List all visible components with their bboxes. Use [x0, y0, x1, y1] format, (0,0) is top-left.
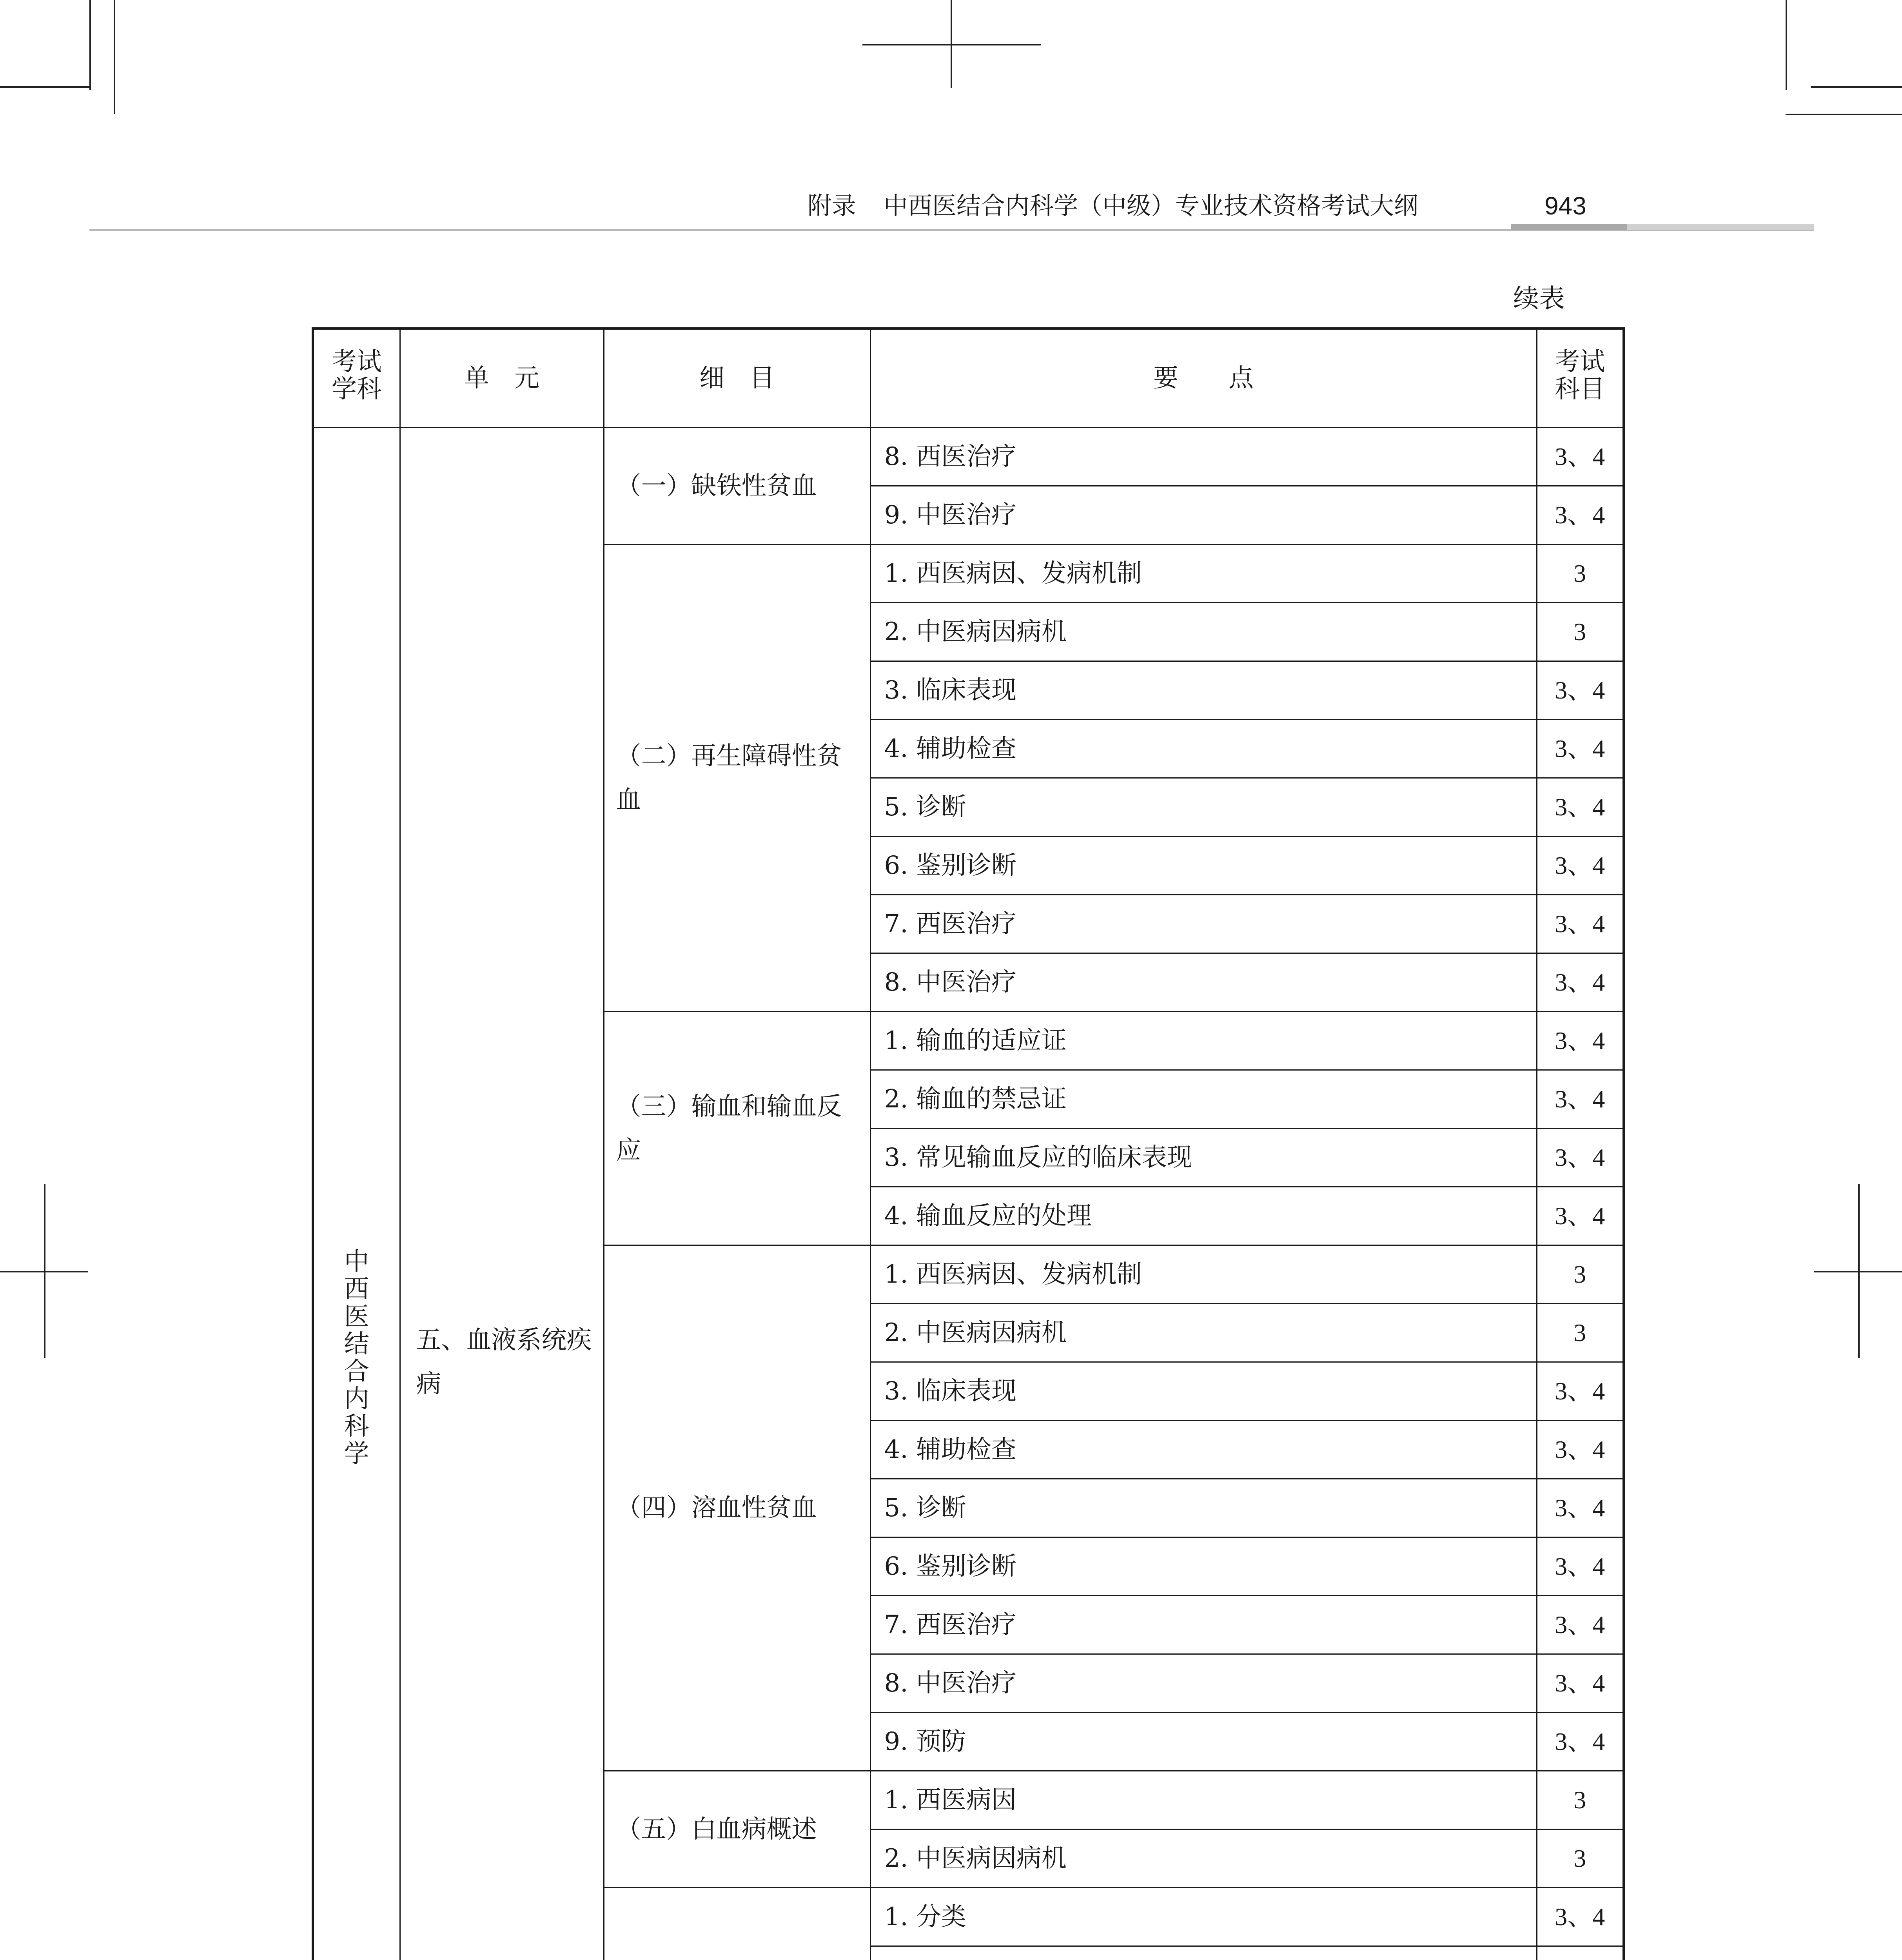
- col-header-exam-subject: 考试科目: [1537, 328, 1624, 428]
- item-cell: [604, 1888, 870, 1960]
- exam-subject-cell: 3、4: [1537, 1012, 1624, 1070]
- unit-cell: 五、血液系统疾病: [400, 428, 604, 1960]
- exam-subject-cell: 3: [1537, 1829, 1624, 1888]
- point-cell: 3. 临床表现: [870, 661, 1537, 720]
- exam-subject-cell: 3: [1537, 603, 1624, 661]
- exam-subject-cell: 3、4: [1537, 1654, 1624, 1713]
- point-cell: 2. 中医病因病机: [870, 1304, 1537, 1362]
- exam-subject-cell: 3、4: [1537, 1596, 1624, 1654]
- exam-subject-cell: [1537, 1946, 1624, 1960]
- exam-subject-cell: 3、4: [1537, 1888, 1624, 1946]
- point-cell: 1. 输血的适应证: [870, 1012, 1537, 1070]
- point-cell: 8. 西医治疗: [870, 428, 1537, 486]
- crop-mark: [1786, 0, 1787, 90]
- exam-subject-cell: 3、4: [1537, 1187, 1624, 1245]
- running-header: [808, 184, 1418, 227]
- table-row: [313, 428, 1624, 486]
- subject-cell: [313, 428, 400, 1960]
- point-cell: 6. 鉴别诊断: [870, 837, 1537, 895]
- point-cell: 2. 中医病因病机: [870, 1829, 1537, 1888]
- point-cell: 1. 西医病因: [870, 1771, 1537, 1829]
- col-header-unit: 单 元: [400, 328, 604, 428]
- exam-subject-cell: 3、4: [1537, 428, 1624, 486]
- point-cell: 2. 输血的禁忌证: [870, 1070, 1537, 1129]
- point-cell: 5. 诊断: [870, 1479, 1537, 1537]
- exam-subject-cell: 3、4: [1537, 1713, 1624, 1771]
- exam-subject-cell: 3、4: [1537, 661, 1624, 720]
- col-header-item: 细 目: [604, 328, 870, 428]
- exam-subject-cell: 3: [1537, 1245, 1624, 1304]
- point-cell: 3. 常见输血反应的临床表现: [870, 1129, 1537, 1187]
- crop-mark: [0, 86, 90, 88]
- crop-mark: [1858, 1184, 1860, 1358]
- exam-subject-cell: 3、4: [1537, 1070, 1624, 1129]
- crop-mark: [1811, 86, 1902, 88]
- item-cell: （三）输血和输血反应: [604, 1012, 870, 1245]
- exam-subject-cell: 3: [1537, 544, 1624, 603]
- col-header-point: 要 点: [870, 328, 1537, 428]
- point-cell: 4. 输血反应的处理: [870, 1187, 1537, 1245]
- exam-subject-cell: 3、4: [1537, 953, 1624, 1012]
- table-body: [313, 428, 1624, 1960]
- page-number: 943: [1544, 192, 1586, 220]
- table-header-row: [313, 328, 1624, 428]
- crop-mark: [44, 1184, 45, 1358]
- point-cell: 5. 诊断: [870, 778, 1537, 837]
- point-cell: 9. 预防: [870, 1713, 1537, 1771]
- point-cell: 6. 鉴别诊断: [870, 1537, 1537, 1596]
- point-cell: 1. 西医病因、发病机制: [870, 1245, 1537, 1304]
- point-cell: 1. 西医病因、发病机制: [870, 544, 1537, 603]
- continued-label: 续表: [1513, 283, 1565, 314]
- exam-subject-cell: 3、4: [1537, 778, 1624, 837]
- crop-mark: [89, 0, 91, 90]
- header-rule-accent: [1511, 224, 1627, 230]
- item-cell: （五）白血病概述: [604, 1771, 870, 1888]
- table-header: [313, 328, 1624, 428]
- exam-subject-cell: 3、4: [1537, 1129, 1624, 1187]
- exam-subject-cell: 3、4: [1537, 720, 1624, 778]
- point-cell: 9. 中医治疗: [870, 486, 1537, 544]
- exam-subject-cell: 3、4: [1537, 895, 1624, 953]
- point-cell: 7. 西医治疗: [870, 1596, 1537, 1654]
- item-cell: （四）溶血性贫血: [604, 1245, 870, 1771]
- point-cell: 4. 辅助检查: [870, 1421, 1537, 1479]
- item-cell: （一）缺铁性贫血: [604, 428, 870, 544]
- point-cell: [870, 1946, 1537, 1960]
- exam-subject-cell: 3: [1537, 1304, 1624, 1362]
- point-cell: 1. 分类: [870, 1888, 1537, 1946]
- point-cell: 2. 中医病因病机: [870, 603, 1537, 661]
- point-cell: 8. 中医治疗: [870, 1654, 1537, 1713]
- exam-subject-cell: 3、4: [1537, 1362, 1624, 1421]
- crop-mark: [1786, 114, 1902, 115]
- crop-mark: [951, 0, 952, 88]
- exam-subject-cell: 3、4: [1537, 1537, 1624, 1596]
- syllabus-table: [312, 327, 1625, 1960]
- subject-text: 中西医结合内科学: [344, 1247, 369, 1468]
- header-title: 中西医结合内科学（中级）专业技术资格考试大纲: [884, 191, 1419, 220]
- point-cell: 3. 临床表现: [870, 1362, 1537, 1421]
- header-rule-accent: [1627, 224, 1814, 230]
- exam-subject-cell: 3、4: [1537, 837, 1624, 895]
- crop-mark: [114, 0, 115, 114]
- point-cell: 7. 西医治疗: [870, 895, 1537, 953]
- exam-subject-cell: 3、4: [1537, 1421, 1624, 1479]
- exam-subject-cell: 3、4: [1537, 1479, 1624, 1537]
- exam-subject-cell: 3: [1537, 1771, 1624, 1829]
- col-header-subject: 考试学科: [313, 328, 400, 428]
- item-cell: （二）再生障碍性贫血: [604, 544, 870, 1012]
- exam-subject-cell: 3、4: [1537, 486, 1624, 544]
- point-cell: 8. 中医治疗: [870, 953, 1537, 1012]
- point-cell: 4. 辅助检查: [870, 720, 1537, 778]
- header-section: 附录: [808, 191, 857, 220]
